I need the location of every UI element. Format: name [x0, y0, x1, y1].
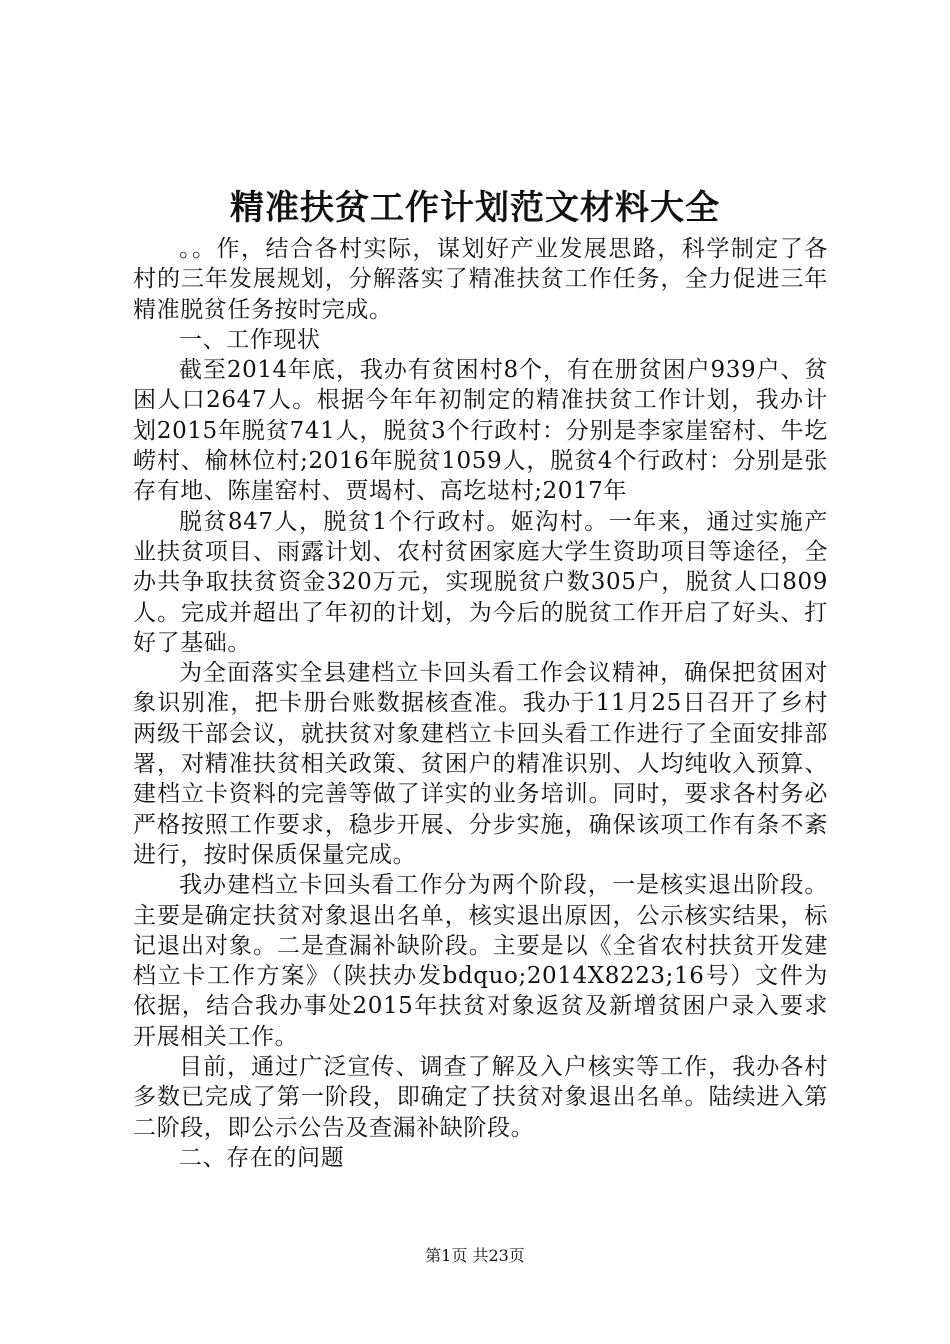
paragraph-status-2014: 截至2014年底，我办有贫困村8个，有在册贫困户939户、贫困人口2647人。根据今年年初制定的精准扶贫工作计划，我办计划2015年脱贫741人，脱贫3个行政村：分别是李家崖窑村、牛圪崂村、榆林位村;2016年脱贫1059人，脱贫4个行政村：分别是张存有地、陈崖窑村、贾堨村、高圪垯村;2017年 [133, 357, 828, 505]
page-footer [0, 1244, 950, 1268]
document-title: 精准扶贫工作计划范文材料大全 [230, 188, 720, 228]
paragraph-intro: 。。作，结合各村实际，谋划好产业发展思路，科学制定了各村的三年发展规划，分解落实了精准扶贫工作任务，全力促进三年精准脱贫任务按时完成。 [133, 236, 828, 323]
section-heading-current-status: 一、工作现状 [179, 326, 321, 353]
page-number: 第1页 共23页 [425, 1246, 525, 1265]
document-body [133, 234, 828, 1173]
paragraph-status-2017: 脱贫847人，脱贫1个行政村。姬沟村。一年来，通过实施产业扶贫项目、雨露计划、农村贫困家庭大学生资助项目等途径，全办共争取扶贫资金320万元，实现脱贫户数305户，脱贫人口809人。完成并超出了年初的计划，为今后的脱贫工作开启了好头、打好了基础。 [133, 508, 828, 656]
paragraph-two-stages: 我办建档立卡回头看工作分为两个阶段，一是核实退出阶段。主要是确定扶贫对象退出名单，核实退出原因，公示核实结果，标记退出对象。二是查漏补缺阶段。主要是以《全省农村扶贫开发建档立卡工作方案》（陕扶办发bdquo;2014X8223;16号）文件为依据，结合我办事处2015年扶贫对象返贫及新增贫困户录入要求开展相关工作。 [133, 872, 828, 1050]
paragraph-progress: 目前，通过广泛宣传、调查了解及入户核实等工作，我办各村多数已完成了第一阶段，即确定了扶贫对象退出名单。陆续进入第二阶段，即公示公告及查漏补缺阶段。 [133, 1054, 828, 1141]
section-heading-problems: 二、存在的问题 [179, 1144, 345, 1171]
paragraph-meeting: 为全面落实全县建档立卡回头看工作会议精神，确保把贫困对象识别准，把卡册台账数据核查准。我办于11月25日召开了乡村两级干部会议，就扶贫对象建档立卡回头看工作进行了全面安排部署，对精准扶贫相关政策、贫困户的精准识别、人均纯收入预算、建档立卡资料的完善等做了详实的业务培训。同时，要求各村务必严格按照工作要求，稳步开展、分步实施，确保该项工作有条不紊进行，按时保质保量完成。 [133, 660, 828, 868]
